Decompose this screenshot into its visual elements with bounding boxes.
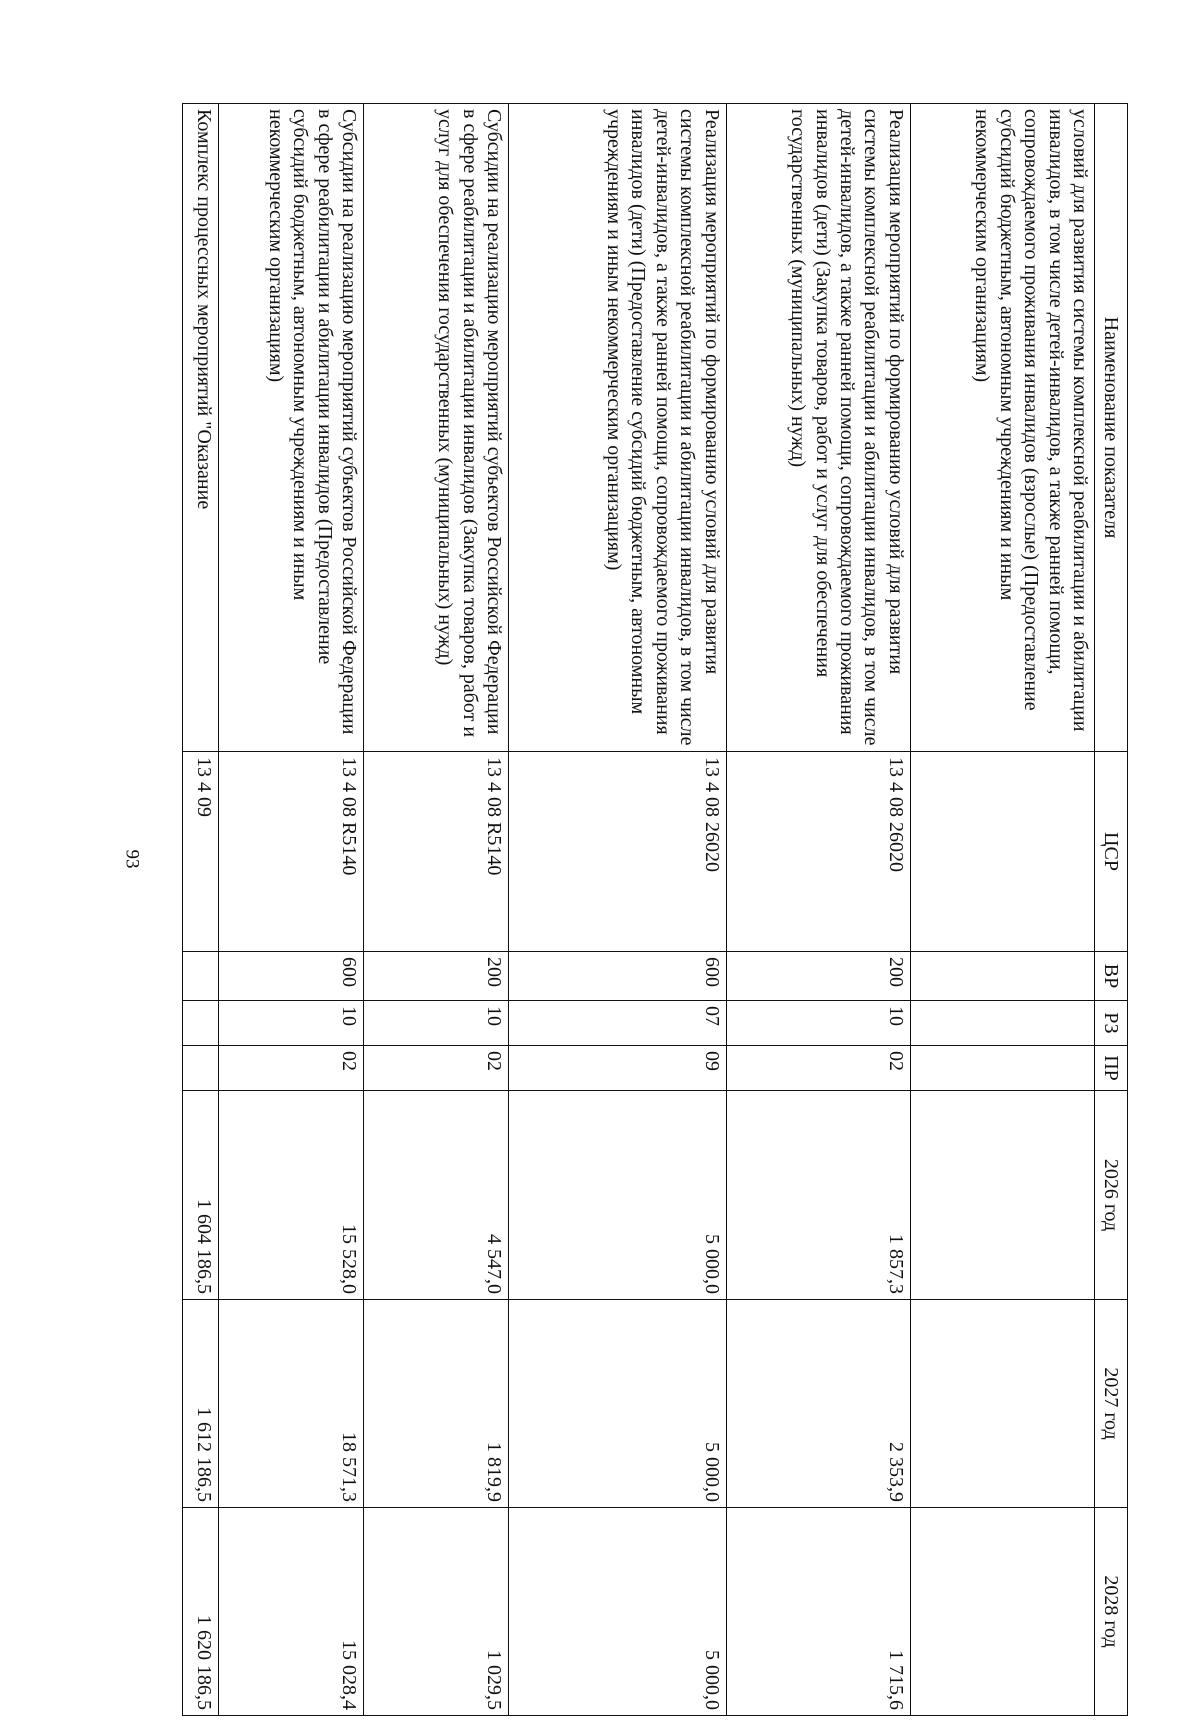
cell-name: Субсидии на реализацию мероприятий субъектов Российской Федерации в сфере реабилитации и абилитации инвалидов (Предоставление субсидий бюджетным, автономным учреждениям и иным некоммерческим организациям) (219, 104, 364, 752)
cell-csr (910, 752, 1094, 952)
cell-rz: 10 (219, 1001, 364, 1046)
cell-rz: 10 (364, 1001, 509, 1046)
cell-vr: 600 (219, 952, 364, 1001)
cell-rz (183, 1001, 219, 1046)
cell-2028: 1 029,5 (364, 1508, 509, 1716)
header-2028: 2028 год (1095, 1508, 1128, 1716)
cell-pr: 02 (364, 1046, 509, 1091)
cell-2027: 5 000,0 (508, 1300, 726, 1508)
cell-2027: 1 819,9 (364, 1300, 509, 1508)
cell-vr: 200 (726, 952, 910, 1001)
header-2026: 2026 год (1095, 1091, 1128, 1300)
cell-pr: 09 (508, 1046, 726, 1091)
cell-2027: 2 353,9 (726, 1300, 910, 1508)
cell-rz: 10 (726, 1001, 910, 1046)
cell-rz: 07 (508, 1001, 726, 1046)
cell-vr (910, 952, 1094, 1001)
cell-pr: 02 (219, 1046, 364, 1091)
cell-2026 (910, 1091, 1094, 1300)
table-row (364, 104, 509, 1716)
cell-csr: 13 4 08 R5140 (219, 752, 364, 952)
cell-csr: 13 4 09 (183, 752, 219, 952)
cell-2027: 1 612 186,5 (183, 1300, 219, 1508)
cell-2027: 18 571,3 (219, 1300, 364, 1508)
cell-2028 (910, 1508, 1094, 1716)
cell-csr: 13 4 08 R5140 (364, 752, 509, 952)
table-row (508, 104, 726, 1716)
header-csr: ЦСР (1095, 752, 1128, 952)
cell-2026: 1 857,3 (726, 1091, 910, 1300)
cell-name: условий для развития системы комплексной реабилитации и абилитации инвалидов, в том числе детей-инвалидов, а также ранней помощи, сопровождаемого проживания инвалидов (взрослые) (Предоставление субсидий бюджетным, автономным учреждениям и иным некоммерческим организациям) (910, 104, 1094, 752)
header-pr: ПР (1095, 1046, 1128, 1091)
cell-name: Комплекс процессных мероприятий "Оказание (183, 104, 219, 752)
table-row (910, 104, 1094, 1716)
rotated-table-container (182, 103, 1128, 1715)
budget-table (182, 103, 1128, 1716)
cell-vr: 600 (508, 952, 726, 1001)
cell-pr: 02 (726, 1046, 910, 1091)
cell-2028: 1 620 186,5 (183, 1508, 219, 1716)
header-2027: 2027 год (1095, 1300, 1128, 1508)
page-number: 93 (121, 849, 143, 869)
header-rz: РЗ (1095, 1001, 1128, 1046)
table-row (219, 104, 364, 1716)
cell-csr: 13 4 08 26020 (508, 752, 726, 952)
cell-pr (183, 1046, 219, 1091)
table-header-row (1095, 104, 1128, 1716)
cell-name: Реализация мероприятий по формированию условий для развития системы комплексной реабилитации и абилитации инвалидов, в том числе детей-инвалидов, а также ранней помощи, сопровождаемого проживания инвалидов (дети) (Закупка товаров, работ и услуг для обеспечения государственных (муниципальных) нужд) (726, 104, 910, 752)
cell-2028: 5 000,0 (508, 1508, 726, 1716)
table-row (183, 104, 219, 1716)
cell-vr (183, 952, 219, 1001)
cell-csr: 13 4 08 26020 (726, 752, 910, 952)
cell-2026: 4 547,0 (364, 1091, 509, 1300)
cell-rz (910, 1001, 1094, 1046)
cell-2026: 5 000,0 (508, 1091, 726, 1300)
cell-name: Субсидии на реализацию мероприятий субъектов Российской Федерации в сфере реабилитации и абилитации инвалидов (Закупка товаров, работ и услуг для обеспечения государственных (муниципальных) нужд) (364, 104, 509, 752)
header-vr: ВР (1095, 952, 1128, 1001)
cell-pr (910, 1046, 1094, 1091)
cell-vr: 200 (364, 952, 509, 1001)
cell-name: Реализация мероприятий по формированию условий для развития системы комплексной реабилитации и абилитации инвалидов, в том числе детей-инвалидов, а также ранней помощи, сопровождаемого проживания инвалидов (дети) (Предоставление субсидий бюджетным, автономным учреждениям и иным некоммерческим организациям) (508, 104, 726, 752)
cell-2027 (910, 1300, 1094, 1508)
cell-2026: 1 604 186,5 (183, 1091, 219, 1300)
header-name: Наименование показателя (1095, 104, 1128, 752)
table-row (726, 104, 910, 1716)
cell-2028: 1 715,6 (726, 1508, 910, 1716)
cell-2028: 15 028,4 (219, 1508, 364, 1716)
cell-2026: 15 528,0 (219, 1091, 364, 1300)
